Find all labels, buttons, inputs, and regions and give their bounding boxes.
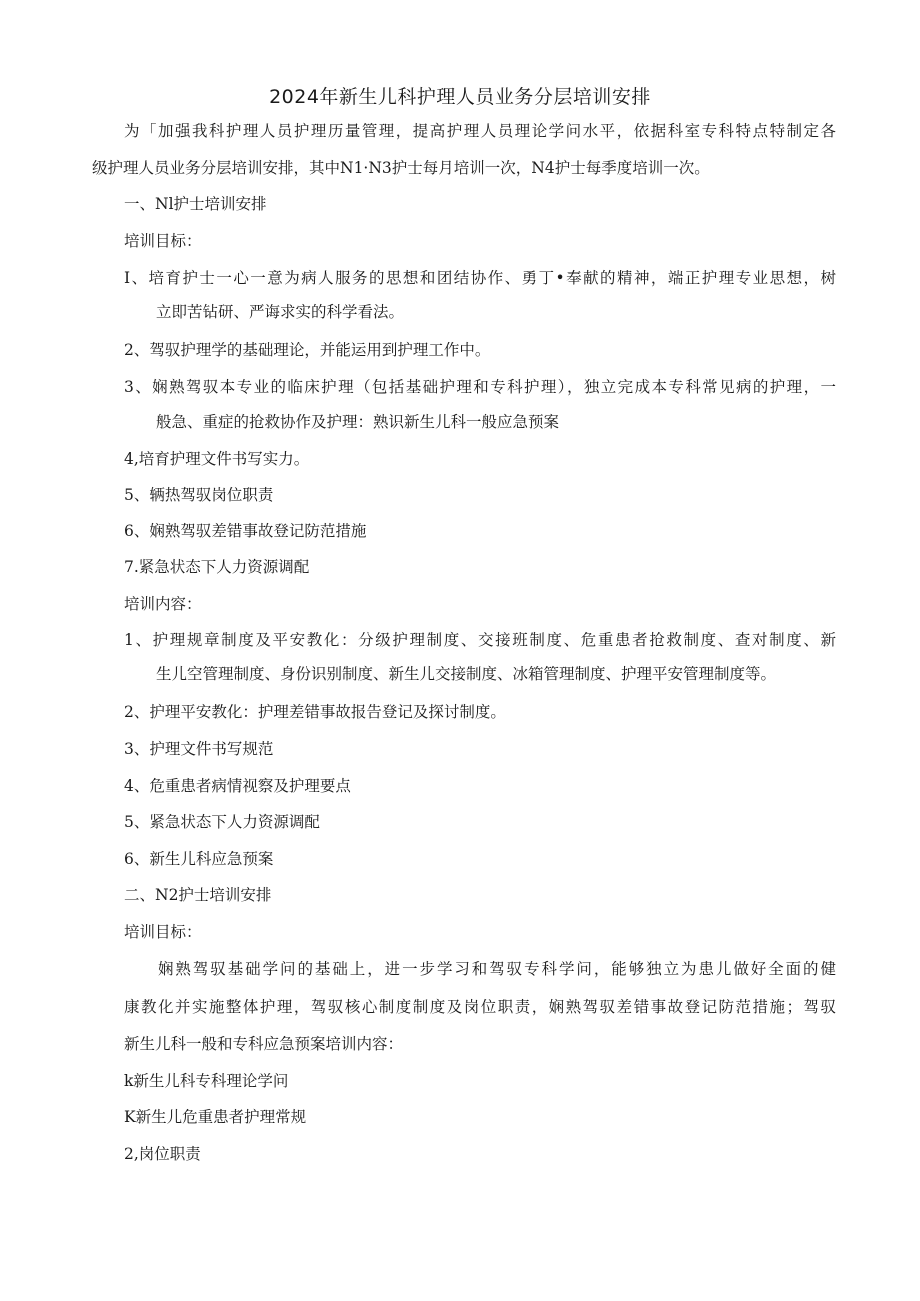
document-title: 2024年新生儿科护理人员业务分层培训安排	[269, 86, 651, 108]
section1-content-6: 6、新生儿科应急预案	[124, 850, 274, 868]
section1-content-label: 培训内容：	[124, 595, 202, 613]
section1-content-5: 5、紧急状态下人力资源调配	[124, 813, 320, 831]
section2-paragraph-line-1: 娴熟驾驭基础学问的基础上，进一步学习和驾驭专科学问，能够独立为患儿做好全面的健	[158, 960, 836, 978]
section1-goals-label: 培训目标：	[124, 232, 202, 250]
section1-content-4: 4、危重患者病情视察及护理要点	[124, 777, 351, 795]
section1-content-2: 2、护理平安教化：护理差错事故报告登记及探讨制度。	[124, 703, 506, 721]
section1-content-3: 3、护理文件书写规范	[124, 740, 274, 758]
section1-goal-5: 5、辆热驾驭岗位职责	[124, 486, 274, 504]
section2-paragraph-line-2: 康教化并实施整体护理，驾驭核心制度制度及岗位职责，娴熟驾驭差错事故登记防范措施；驾驭	[124, 998, 836, 1016]
section1-goal-3-line-1: 3、娴熟驾驭本专业的临床护理（包括基础护理和专科护理），独立完成本专科常见病的护理，一	[124, 378, 836, 396]
section2-item-2: K新生儿危重患者护理常规	[124, 1108, 307, 1126]
section1-goal-3-line-2: 般急、重症的抢救协作及护理：熟识新生儿科一般应急预案	[156, 413, 560, 431]
section1-goal-2: 2、驾驭护理学的基础理论，并能运用到护理工作中。	[124, 341, 491, 359]
intro-line-1: 为「加强我科护理人员护理历量管理，提高护理人员理论学问水平，依据科室专科特点特制定各	[124, 122, 836, 140]
section2-heading: 二、N2护士培训安排	[124, 886, 272, 904]
section1-goal-6: 6、娴熟驾驭差错事故登记防范措施	[124, 522, 367, 540]
section1-content-1-line-1: 1、护理规章制度及平安教化：分级护理制度、交接班制度、危重患者抢救制度、查对制度、新	[124, 631, 836, 649]
section2-paragraph-line-3: 新生儿科一般和专科应急预案培训内容：	[124, 1035, 404, 1053]
section1-goal-1-line-2: 立即苦钻研、严诲求实的科学看法。	[156, 303, 405, 321]
section2-goals-label: 培训目标：	[124, 923, 202, 941]
section2-item-3: 2,岗位职责	[124, 1145, 201, 1163]
section1-content-1-line-2: 生儿空管理制度、身份识别制度、新生儿交接制度、冰箱管理制度、护理平安管理制度等。	[156, 665, 777, 683]
intro-line-2: 级护理人员业务分层培训安排，其中N1·N3护士每月培训一次，N4护士每季度培训一次。	[92, 159, 710, 177]
section1-goal-7: 7.紧急状态下人力资源调配	[124, 558, 310, 576]
section1-goal-4: 4,培育护理文件书写实力。	[124, 450, 310, 468]
section2-item-1: k新生儿科专科理论学问	[124, 1072, 289, 1090]
section1-heading: 一、Nl护士培训安排	[124, 195, 267, 213]
section1-goal-1-line-1: I、培育护士一心一意为病人服务的思想和团结协作、勇丁•奉献的精神，端正护理专业思想，树	[124, 269, 836, 287]
